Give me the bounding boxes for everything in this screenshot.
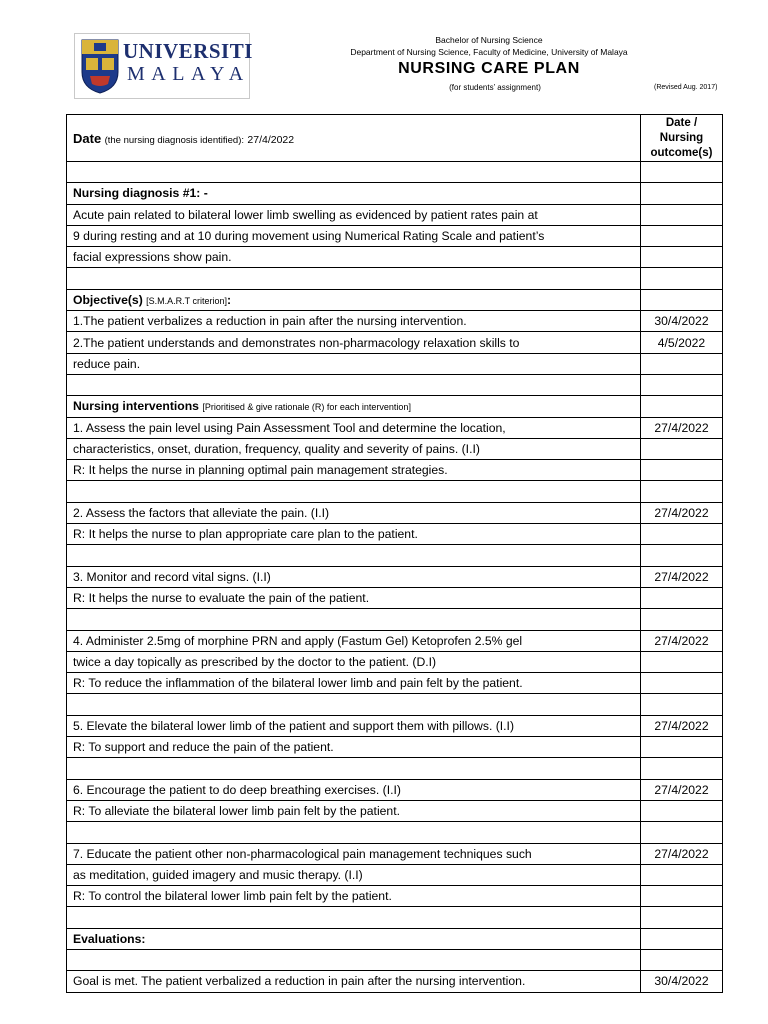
outcome-header xyxy=(641,115,723,162)
table-row xyxy=(67,438,723,459)
page-title: NURSING CARE PLAN xyxy=(398,60,580,77)
intervention-text: twice a day topically as prescribed by the doctor to the patient. (D.I) xyxy=(67,651,641,672)
objectives-note: [S.M.A.R.T criterion] xyxy=(146,295,228,306)
table-row xyxy=(67,928,723,949)
table-row xyxy=(67,481,723,502)
table-row xyxy=(67,332,723,353)
logo-university-name: UNIVERSITI xyxy=(123,39,253,63)
table-row xyxy=(67,864,723,885)
table-row xyxy=(67,907,723,928)
header-department: Department of Nursing Science, Faculty of Medicine, University of Malaya xyxy=(350,47,628,57)
interventions-label: Nursing interventions xyxy=(73,399,199,414)
intervention-date: 27/4/2022 xyxy=(641,630,723,651)
page-subtitle: (for students’ assignment) xyxy=(449,83,541,92)
objective-date xyxy=(641,353,723,374)
objectives-label: Objective(s) xyxy=(73,292,143,307)
table-row xyxy=(67,694,723,715)
date-cell xyxy=(67,115,641,162)
rationale-text: R: To alleviate the bilateral lower limb pain felt by the patient. xyxy=(67,800,641,821)
table-row xyxy=(67,630,723,651)
date-value: 27/4/2022 xyxy=(247,133,295,146)
table-row xyxy=(67,417,723,438)
rationale-text: R: It helps the nurse to plan appropriate care plan to the patient. xyxy=(67,524,641,545)
diagnosis-line: facial expressions show pain. xyxy=(67,247,641,268)
table-row xyxy=(67,651,723,672)
table-row xyxy=(67,587,723,608)
table-row xyxy=(67,289,723,310)
care-plan-table xyxy=(66,114,723,993)
intervention-text: 4. Administer 2.5mg of morphine PRN and apply (Fastum Gel) Ketoprofen 2.5% gel xyxy=(67,630,641,651)
intervention-date: 27/4/2022 xyxy=(641,715,723,736)
objectives-colon: : xyxy=(227,292,232,307)
interventions-heading xyxy=(67,396,641,417)
table-row xyxy=(67,800,723,821)
table-row xyxy=(67,886,723,907)
header-program: Bachelor of Nursing Science xyxy=(435,35,543,45)
intervention-date: 27/4/2022 xyxy=(641,566,723,587)
interventions-note: [Prioritised & give rationale (R) for each intervention] xyxy=(202,402,411,413)
outcome-header-line: Date / xyxy=(665,116,698,129)
table-row xyxy=(67,115,723,162)
intervention-date: 27/4/2022 xyxy=(641,779,723,800)
table-row xyxy=(67,737,723,758)
table-row xyxy=(67,545,723,566)
diagnosis-line: Acute pain related to bilateral lower limb swelling as evidenced by patient rates pain at xyxy=(67,204,641,225)
table-row xyxy=(67,758,723,779)
table-row xyxy=(67,225,723,246)
table-row xyxy=(67,460,723,481)
table-row xyxy=(67,971,723,992)
table-row xyxy=(67,374,723,395)
diagnosis-label: Nursing diagnosis #1: - xyxy=(67,183,641,204)
table-row xyxy=(67,673,723,694)
date-label: Date xyxy=(73,130,102,146)
date-note: (the nursing diagnosis identified): xyxy=(104,134,244,146)
table-row xyxy=(67,843,723,864)
rationale-text: R: To reduce the inflammation of the bilateral lower limb and pain felt by the patient. xyxy=(67,673,641,694)
table-row xyxy=(67,502,723,523)
intervention-date: 27/4/2022 xyxy=(641,843,723,864)
outcome-header-line: Nursing xyxy=(659,131,704,144)
rationale-text: R: To support and reduce the pain of the patient. xyxy=(67,737,641,758)
table-row xyxy=(67,204,723,225)
table-row xyxy=(67,779,723,800)
intervention-date: 27/4/2022 xyxy=(641,417,723,438)
table-row xyxy=(67,183,723,204)
table-row xyxy=(67,247,723,268)
table-row xyxy=(67,396,723,417)
evaluation-text: Goal is met. The patient verbalized a reduction in pain after the nursing intervention. xyxy=(67,971,641,992)
intervention-date: 27/4/2022 xyxy=(641,502,723,523)
table-row xyxy=(67,268,723,289)
table-row xyxy=(67,715,723,736)
objective-date: 30/4/2022 xyxy=(641,311,723,332)
objective-text: 1.The patient verbalizes a reduction in pain after the nursing intervention. xyxy=(67,311,641,332)
rationale-text: R: To control the bilateral lower limb pain felt by the patient. xyxy=(67,886,641,907)
revision-note: (Revised Aug. 2017) xyxy=(654,84,718,91)
table-row xyxy=(67,609,723,630)
intervention-text: as meditation, guided imagery and music therapy. (I.I) xyxy=(67,864,641,885)
objective-text: reduce pain. xyxy=(67,353,641,374)
diagnosis-line: 9 during resting and at 10 during movement using Numerical Rating Scale and patient’s xyxy=(67,225,641,246)
table-row xyxy=(67,524,723,545)
intervention-text: 7. Educate the patient other non-pharmacological pain management techniques such xyxy=(67,843,641,864)
table-row xyxy=(67,162,723,183)
table-row xyxy=(67,949,723,970)
objective-date: 4/5/2022 xyxy=(641,332,723,353)
outcome-header-line: outcome(s) xyxy=(650,146,713,159)
table-row xyxy=(67,311,723,332)
table-row xyxy=(67,566,723,587)
evaluations-label: Evaluations: xyxy=(67,928,641,949)
intervention-text: 2. Assess the factors that alleviate the pain. (I.I) xyxy=(67,502,641,523)
table-row xyxy=(67,822,723,843)
intervention-text: 5. Elevate the bilateral lower limb of the patient and support them with pillows. (I.I) xyxy=(67,715,641,736)
intervention-text: characteristics, onset, duration, frequency, quality and severity of pains. (I.I) xyxy=(67,438,641,459)
intervention-text: 6. Encourage the patient to do deep breathing exercises. (I.I) xyxy=(67,779,641,800)
intervention-text: 3. Monitor and record vital signs. (I.I) xyxy=(67,566,641,587)
objective-text: 2.The patient understands and demonstrates non-pharmacology relaxation skills to xyxy=(67,332,641,353)
evaluation-date: 30/4/2022 xyxy=(641,971,723,992)
logo-university-sub: MALAYA xyxy=(127,63,250,85)
objectives-heading xyxy=(67,289,641,310)
intervention-text: 1. Assess the pain level using Pain Assessment Tool and determine the location, xyxy=(67,417,641,438)
table-row xyxy=(67,353,723,374)
rationale-text: R: It helps the nurse in planning optimal pain management strategies. xyxy=(67,460,641,481)
rationale-text: R: It helps the nurse to evaluate the pain of the patient. xyxy=(67,587,641,608)
